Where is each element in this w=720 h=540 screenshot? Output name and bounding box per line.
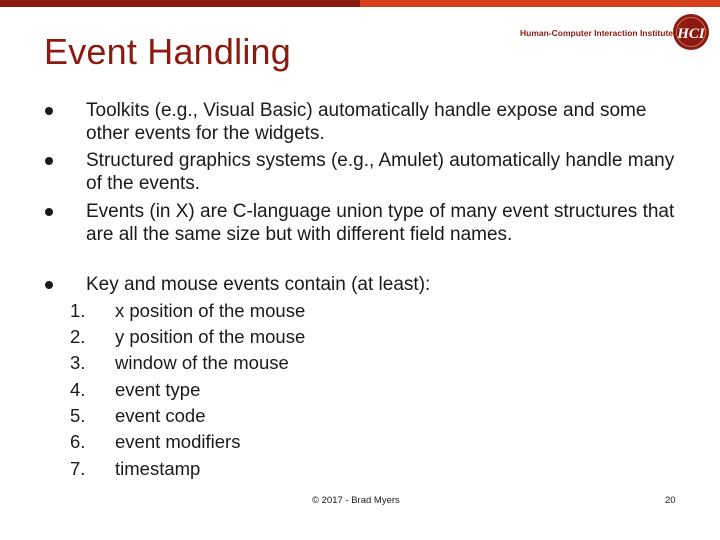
numbered-item-text: x position of the mouse (115, 300, 306, 321)
bullet-dot (45, 281, 53, 289)
page-number: 20 (665, 495, 676, 506)
top-accent-bar (0, 0, 720, 7)
numbered-item-text: window of the mouse (115, 352, 289, 373)
numbered-item-text: event code (115, 405, 206, 426)
numbered-item-label: 4. (70, 379, 86, 400)
top-accent-bar-light (360, 0, 720, 7)
numbered-item-text: y position of the mouse (115, 326, 306, 347)
numbered-item-label: 5. (70, 405, 86, 426)
numbered-item-label: 6. (70, 431, 86, 452)
numbered-item (0, 458, 400, 480)
bullet-dot (45, 157, 53, 165)
numbered-item-label: 7. (70, 458, 86, 479)
slide-title: Event Handling (44, 31, 291, 72)
numbered-item-text: event type (115, 379, 201, 400)
numbered-item-label: 3. (70, 352, 86, 373)
numbered-item (0, 405, 400, 427)
institute-name: Human-Computer Interaction Institute (520, 28, 674, 38)
bullet-dot (45, 107, 53, 115)
numbered-item (0, 300, 400, 322)
bullet-text: Key and mouse events contain (at least): (86, 274, 431, 295)
bullet-text: Toolkits (e.g., Visual Basic) automatically handle expose and some other events for the widgets. (86, 100, 647, 144)
bullet-dot (45, 208, 53, 216)
numbered-item (0, 379, 400, 401)
numbered-item-text: event modifiers (115, 431, 241, 452)
bullet-text: Structured graphics systems (e.g., Amulet) automatically handle many of the events. (86, 150, 675, 194)
numbered-item (0, 326, 400, 348)
numbered-item-label: 2. (70, 326, 86, 347)
footer-copyright: © 2017 - Brad Myers (312, 495, 400, 506)
bullet-text: Events (in X) are C-language union type of many event structures that are all the same size but with different field names. (86, 201, 675, 245)
logo-text: HCI (677, 26, 705, 42)
numbered-item (0, 431, 400, 453)
numbered-item (0, 352, 400, 374)
hci-logo-icon (672, 13, 710, 51)
top-accent-bar-dark (0, 0, 360, 7)
numbered-item-label: 1. (70, 300, 86, 321)
numbered-item-text: timestamp (115, 458, 201, 479)
